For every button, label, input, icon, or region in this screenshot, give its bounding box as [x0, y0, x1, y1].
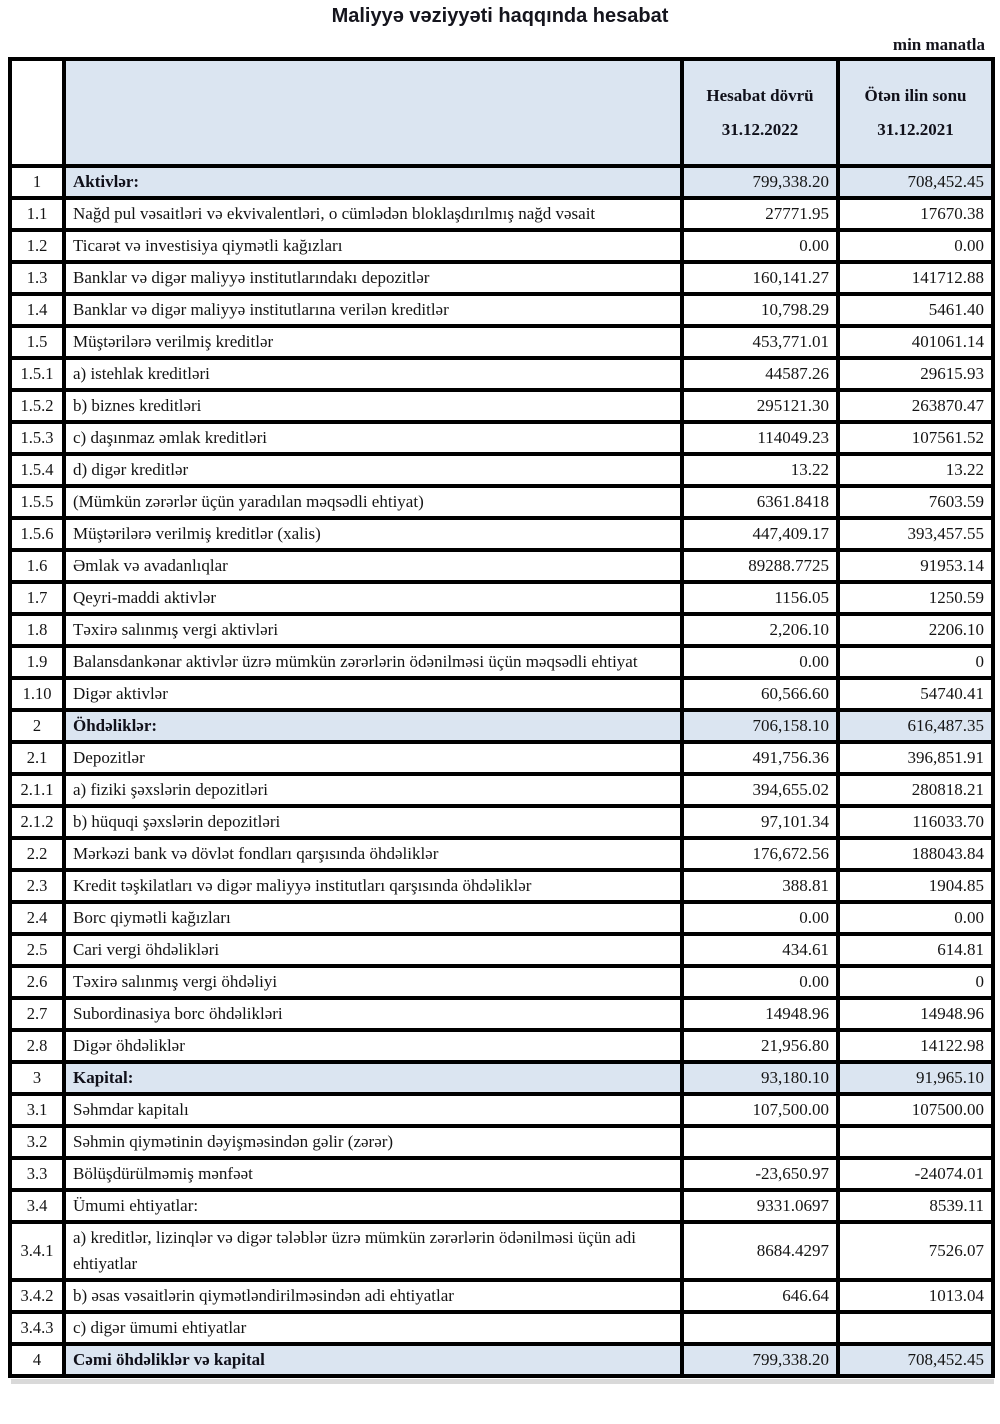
row-number-cell: 2.6 — [10, 966, 64, 998]
row-value-2022-cell: 799,338.20 — [682, 166, 838, 198]
table-row — [10, 1126, 993, 1158]
row-value-2022-cell: 2,206.10 — [682, 614, 838, 646]
row-label-cell: Müştərilərə verilmiş kreditlər (xalis) — [64, 518, 682, 550]
row-label-cell: (Mümkün zərərlər üçün yaradılan məqsədli ehtiyat) — [64, 486, 682, 518]
row-value-2022-cell: 44587.26 — [682, 358, 838, 390]
row-value-2021-cell: 188043.84 — [838, 838, 993, 870]
table-row — [10, 934, 993, 966]
row-value-2021-cell: 0 — [838, 966, 993, 998]
column-date-2022: 31.12.2022 — [721, 119, 799, 139]
row-number-cell: 2 — [10, 710, 64, 742]
row-value-2022-cell: 176,672.56 — [682, 838, 838, 870]
row-value-2021-cell: 91,965.10 — [838, 1062, 993, 1094]
row-number-cell: 1.5 — [10, 326, 64, 358]
row-number-cell: 1.5.2 — [10, 390, 64, 422]
table-row — [10, 582, 993, 614]
row-label-cell: Balansdankənar aktivlər üzrə mümkün zərərlərin ödənilməsi üçün məqsədli ehtiyat — [64, 646, 682, 678]
row-number-cell: 1.9 — [10, 646, 64, 678]
row-value-2021-cell: 396,851.91 — [838, 742, 993, 774]
row-label-cell: a) kreditlər, lizinqlər və digər tələblər üzrə mümkün zərərlərin ödənilməsi üçün adi ehtiyatlar — [64, 1222, 682, 1280]
row-value-2021-cell: 393,457.55 — [838, 518, 993, 550]
row-label-cell: b) əsas vəsaitlərin qiymətləndirilməsindən adi ehtiyatlar — [64, 1280, 682, 1312]
row-label-cell: Qeyri-maddi aktivlər — [64, 582, 682, 614]
row-label-cell: Müştərilərə verilmiş kreditlər — [64, 326, 682, 358]
row-value-2022-cell: 0.00 — [682, 646, 838, 678]
row-value-2022-cell: 706,158.10 — [682, 710, 838, 742]
row-number-cell: 2.4 — [10, 902, 64, 934]
row-number-cell: 2.1.1 — [10, 774, 64, 806]
financial-position-table — [8, 57, 995, 1378]
row-number-cell: 1.10 — [10, 678, 64, 710]
row-label-cell: Ümumi ehtiyatlar: — [64, 1190, 682, 1222]
table-row — [10, 550, 993, 582]
row-value-2022-cell: 1156.05 — [682, 582, 838, 614]
row-label-cell: Öhdəliklər: — [64, 710, 682, 742]
table-row — [10, 774, 993, 806]
row-value-2022-cell: 160,141.27 — [682, 262, 838, 294]
row-value-2022-cell: -23,650.97 — [682, 1158, 838, 1190]
column-title-2022: Hesabat dövrü — [706, 85, 814, 105]
row-value-2021-cell — [838, 1312, 993, 1344]
row-value-2022-cell: 394,655.02 — [682, 774, 838, 806]
row-value-2021-cell: -24074.01 — [838, 1158, 993, 1190]
row-number-cell: 1.5.1 — [10, 358, 64, 390]
row-value-2021-cell: 2206.10 — [838, 614, 993, 646]
row-number-cell: 2.7 — [10, 998, 64, 1030]
row-value-2022-cell: 8684.4297 — [682, 1222, 838, 1280]
row-value-2021-cell: 91953.14 — [838, 550, 993, 582]
table-row — [10, 646, 993, 678]
row-value-2021-cell: 29615.93 — [838, 358, 993, 390]
row-number-cell: 1.5.6 — [10, 518, 64, 550]
row-label-cell: Ticarət və investisiya qiymətli kağızları — [64, 230, 682, 262]
row-value-2022-cell: 388.81 — [682, 870, 838, 902]
row-number-cell: 3.2 — [10, 1126, 64, 1158]
row-value-2021-cell: 14122.98 — [838, 1030, 993, 1062]
row-value-2022-cell: 21,956.80 — [682, 1030, 838, 1062]
row-label-cell: Nağd pul vəsaitləri və ekvivalentləri, o cümlədən bloklaşdırılmış nağd vəsait — [64, 198, 682, 230]
row-value-2021-cell: 7603.59 — [838, 486, 993, 518]
header-cell-label — [64, 59, 682, 166]
row-number-cell: 2.2 — [10, 838, 64, 870]
row-label-cell: a) istehlak kreditləri — [64, 358, 682, 390]
row-value-2022-cell: 13.22 — [682, 454, 838, 486]
row-label-cell: Digər aktivlər — [64, 678, 682, 710]
table-row — [10, 742, 993, 774]
row-value-2022-cell: 434.61 — [682, 934, 838, 966]
row-number-cell: 3.4.1 — [10, 1222, 64, 1280]
table-row — [10, 1062, 993, 1094]
table-row — [10, 870, 993, 902]
row-value-2022-cell: 107,500.00 — [682, 1094, 838, 1126]
row-label-cell: a) fiziki şəxslərin depozitləri — [64, 774, 682, 806]
row-value-2021-cell: 107500.00 — [838, 1094, 993, 1126]
row-value-2022-cell: 447,409.17 — [682, 518, 838, 550]
table-row — [10, 166, 993, 198]
table-row — [10, 966, 993, 998]
row-label-cell: Cari vergi öhdəlikləri — [64, 934, 682, 966]
table-row — [10, 198, 993, 230]
row-value-2021-cell: 1250.59 — [838, 582, 993, 614]
row-number-cell: 2.1.2 — [10, 806, 64, 838]
row-value-2022-cell: 646.64 — [682, 1280, 838, 1312]
row-label-cell: Bölüşdürülməmiş mənfəət — [64, 1158, 682, 1190]
table-body — [10, 166, 993, 1376]
table-row — [10, 390, 993, 422]
table-row — [10, 614, 993, 646]
row-value-2021-cell: 54740.41 — [838, 678, 993, 710]
row-value-2021-cell: 401061.14 — [838, 326, 993, 358]
row-value-2022-cell: 14948.96 — [682, 998, 838, 1030]
row-number-cell: 1.1 — [10, 198, 64, 230]
table-row — [10, 806, 993, 838]
table-row — [10, 1158, 993, 1190]
table-row — [10, 518, 993, 550]
row-value-2021-cell: 7526.07 — [838, 1222, 993, 1280]
table-row — [10, 1344, 993, 1376]
table-row — [10, 1030, 993, 1062]
row-value-2021-cell: 0.00 — [838, 902, 993, 934]
row-number-cell: 3.4.3 — [10, 1312, 64, 1344]
row-value-2022-cell: 491,756.36 — [682, 742, 838, 774]
table-row — [10, 230, 993, 262]
header-cell-report-period — [682, 59, 838, 166]
row-value-2021-cell: 1904.85 — [838, 870, 993, 902]
row-label-cell: Borc qiymətli kağızları — [64, 902, 682, 934]
column-title-2021: Ötən ilin sonu — [864, 85, 967, 105]
row-value-2022-cell: 0.00 — [682, 902, 838, 934]
row-label-cell: Təxirə salınmış vergi öhdəliyi — [64, 966, 682, 998]
row-value-2021-cell: 14948.96 — [838, 998, 993, 1030]
table-row — [10, 902, 993, 934]
row-value-2021-cell: 5461.40 — [838, 294, 993, 326]
table-row — [10, 1222, 993, 1280]
unit-note: min manatla — [892, 35, 985, 54]
row-label-cell: b) hüquqi şəxslərin depozitləri — [64, 806, 682, 838]
row-label-cell: Əmlak və avadanlıqlar — [64, 550, 682, 582]
page-title: Maliyyə vəziyyəti haqqında hesabat — [331, 5, 669, 27]
row-number-cell: 1 — [10, 166, 64, 198]
table-row — [10, 998, 993, 1030]
row-value-2022-cell: 0.00 — [682, 230, 838, 262]
row-value-2022-cell: 93,180.10 — [682, 1062, 838, 1094]
table-row — [10, 838, 993, 870]
row-number-cell: 3.3 — [10, 1158, 64, 1190]
row-number-cell: 3.4 — [10, 1190, 64, 1222]
row-value-2022-cell: 114049.23 — [682, 422, 838, 454]
row-value-2022-cell: 6361.8418 — [682, 486, 838, 518]
row-value-2022-cell: 453,771.01 — [682, 326, 838, 358]
row-value-2021-cell: 13.22 — [838, 454, 993, 486]
row-label-cell: Kapital: — [64, 1062, 682, 1094]
row-value-2021-cell: 708,452.45 — [838, 166, 993, 198]
row-label-cell: Səhmin qiymətinin dəyişməsindən gəlir (zərər) — [64, 1126, 682, 1158]
row-number-cell: 1.7 — [10, 582, 64, 614]
row-label-cell: Digər öhdəliklər — [64, 1030, 682, 1062]
row-value-2021-cell: 141712.88 — [838, 262, 993, 294]
row-number-cell: 3.4.2 — [10, 1280, 64, 1312]
row-value-2021-cell: 116033.70 — [838, 806, 993, 838]
table-row — [10, 294, 993, 326]
header-row — [10, 59, 993, 166]
row-label-cell: Subordinasiya borc öhdəlikləri — [64, 998, 682, 1030]
row-label-cell: Banklar və digər maliyyə institutlarına verilən kreditlər — [64, 294, 682, 326]
row-value-2022-cell — [682, 1312, 838, 1344]
table-shadow — [11, 1379, 994, 1384]
row-label-cell: Kredit təşkilatları və digər maliyyə institutları qarşısında öhdəliklər — [64, 870, 682, 902]
row-value-2021-cell: 616,487.35 — [838, 710, 993, 742]
row-value-2022-cell: 799,338.20 — [682, 1344, 838, 1376]
table-row — [10, 454, 993, 486]
row-value-2021-cell — [838, 1126, 993, 1158]
row-label-cell: Cəmi öhdəliklər və kapital — [64, 1344, 682, 1376]
row-value-2022-cell: 9331.0697 — [682, 1190, 838, 1222]
row-number-cell: 2.8 — [10, 1030, 64, 1062]
row-value-2021-cell: 0.00 — [838, 230, 993, 262]
row-value-2022-cell — [682, 1126, 838, 1158]
row-value-2021-cell: 8539.11 — [838, 1190, 993, 1222]
row-number-cell: 1.8 — [10, 614, 64, 646]
row-label-cell: c) daşınmaz əmlak kreditləri — [64, 422, 682, 454]
table-row — [10, 1190, 993, 1222]
row-label-cell: d) digər kreditlər — [64, 454, 682, 486]
row-value-2021-cell: 614.81 — [838, 934, 993, 966]
row-label-cell: Səhmdar kapitalı — [64, 1094, 682, 1126]
row-value-2021-cell: 263870.47 — [838, 390, 993, 422]
row-number-cell: 4 — [10, 1344, 64, 1376]
row-value-2022-cell: 27771.95 — [682, 198, 838, 230]
row-number-cell: 1.3 — [10, 262, 64, 294]
table-row — [10, 1094, 993, 1126]
table-row — [10, 1280, 993, 1312]
table-row — [10, 1312, 993, 1344]
table-row — [10, 678, 993, 710]
row-label-cell: Aktivlər: — [64, 166, 682, 198]
row-number-cell: 1.4 — [10, 294, 64, 326]
column-date-2021: 31.12.2021 — [877, 119, 954, 139]
row-number-cell: 2.3 — [10, 870, 64, 902]
row-value-2021-cell: 0 — [838, 646, 993, 678]
row-number-cell: 1.5.5 — [10, 486, 64, 518]
row-value-2022-cell: 295121.30 — [682, 390, 838, 422]
row-value-2022-cell: 97,101.34 — [682, 806, 838, 838]
table-row — [10, 358, 993, 390]
table-row — [10, 422, 993, 454]
row-value-2021-cell: 107561.52 — [838, 422, 993, 454]
row-number-cell: 2.5 — [10, 934, 64, 966]
row-number-cell: 1.6 — [10, 550, 64, 582]
row-value-2021-cell: 17670.38 — [838, 198, 993, 230]
header-cell-prior-year — [838, 59, 993, 166]
row-value-2022-cell: 0.00 — [682, 966, 838, 998]
table-row — [10, 710, 993, 742]
table-row — [10, 326, 993, 358]
row-label-cell: c) digər ümumi ehtiyatlar — [64, 1312, 682, 1344]
row-label-cell: b) biznes kreditləri — [64, 390, 682, 422]
row-number-cell: 1.5.4 — [10, 454, 64, 486]
row-number-cell: 1.2 — [10, 230, 64, 262]
row-number-cell: 3 — [10, 1062, 64, 1094]
table-row — [10, 262, 993, 294]
row-label-cell: Banklar və digər maliyyə institutlarındakı depozitlər — [64, 262, 682, 294]
row-number-cell: 2.1 — [10, 742, 64, 774]
row-value-2022-cell: 89288.7725 — [682, 550, 838, 582]
table-row — [10, 486, 993, 518]
row-label-cell: Mərkəzi bank və dövlət fondları qarşısında öhdəliklər — [64, 838, 682, 870]
row-value-2021-cell: 280818.21 — [838, 774, 993, 806]
row-value-2022-cell: 10,798.29 — [682, 294, 838, 326]
row-number-cell: 1.5.3 — [10, 422, 64, 454]
row-value-2021-cell: 708,452.45 — [838, 1344, 993, 1376]
header-cell-number — [10, 59, 64, 166]
row-label-cell: Depozitlər — [64, 742, 682, 774]
row-value-2022-cell: 60,566.60 — [682, 678, 838, 710]
row-label-cell: Təxirə salınmış vergi aktivləri — [64, 614, 682, 646]
row-number-cell: 3.1 — [10, 1094, 64, 1126]
row-value-2021-cell: 1013.04 — [838, 1280, 993, 1312]
